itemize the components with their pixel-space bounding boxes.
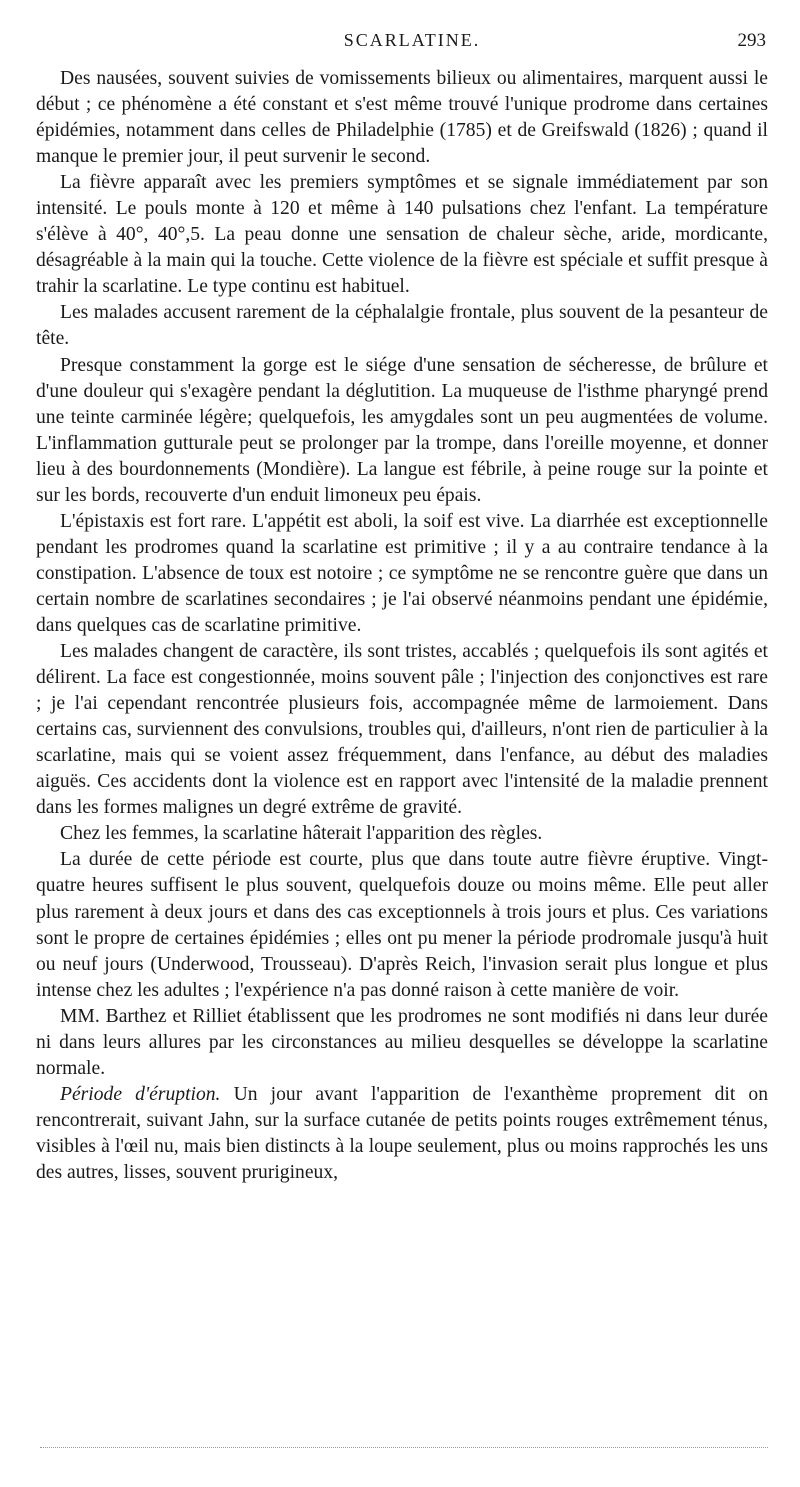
running-title: SCARLATINE. <box>343 30 481 50</box>
body-text <box>36 66 768 1186</box>
paragraph-fievre: La fièvre apparaît avec les premiers symptômes et se signale immédiatement par son intensité. Le pouls monte à 120 et même à 140 pulsations chez l'enfant. La température s'élève à 40°, 40°,5. La peau donne une sensation de chaleur sèche, aride, mordicante, désagréable à la main qui la touche. Cette violence de la fièvre est spéciale et suffit presque à trahir la scarlatine. Le type continu est habituel. <box>36 172 768 298</box>
paragraph-periode-eruption <box>36 1082 768 1186</box>
page-number: 293 <box>737 30 766 51</box>
paragraph-nausees: Des nausées, souvent suivies de vomissements bilieux ou alimentaires, marquent aussi le début ; ce phénomène a été constant et s'est même trouvé l'unique prodrome dans certaines épidémies, notamment dans celles de Philadelphie (1785) et de Greifswald (1826) ; quand il manque le premier jour, il peut survenir le second. <box>36 68 768 168</box>
paragraph-caractere: Les malades changent de caractère, ils sont tristes, accablés ; quelquefois ils sont agités et délirent. La face est congestionnée, moins souvent pâle ; l'injection des conjonctives est rare ; je l'ai cependant rencontrée plusieurs fois, accompagnée même de larmoiement. Dans certains cas, surviennent des convulsions, troubles qui, d'ailleurs, n'ont rien de particulier à la scarlatine, mais qui se voient assez fréquemment, dans l'enfance, au début des maladies aiguës. Ces accidents dont la violence est en rapport avec l'intensité de la maladie prennent dans les formes malignes un degré extrême de gravité. <box>36 641 768 819</box>
paragraph-epistaxis: L'épistaxis est fort rare. L'appétit est aboli, la soif est vive. La diarrhée est exceptionnelle pendant les prodromes quand la scarlatine est primitive ; il y a au contraire tendance à la constipation. L'absence de toux est notoire ; ce symptôme ne se rencontre guère que dans un certain nombre de scarlatines secondaires ; je l'ai observé néanmoins pendant une épidémie, dans quelques cas de scarlatine primitive. <box>36 510 768 636</box>
paragraph-duree: La durée de cette période est courte, plus que dans toute autre fièvre éruptive. Vingt-quatre heures suffisent le plus souvent, quelquefois douze ou moins même. Elle peut aller plus rarement à deux jours et dans des cas exceptionnels à trois jours et plus. Ces variations sont le propre de certaines épidémies ; elles ont pu mener la période prodromale jusqu'à huit ou neuf jours (Underwood, Trousseau). D'après Reich, l'invasion serait plus longue et plus intense chez les adultes ; l'expérience n'a pas donné raison à cette manière de voir. <box>36 849 768 1001</box>
paragraph-gorge: Presque constamment la gorge est le siége d'une sensation de sécheresse, de brûlure et d'une douleur qui s'exagère pendant la déglutition. La muqueuse de l'isthme pharyngé prend une teinte carminée légère; quelquefois, les amygdales sont un peu augmentées de volume. L'inflammation gutturale peut se prolonger par la trompe, dans l'oreille moyenne, et donner lieu à des bourdonnements (Mondière). La langue est fébrile, à peine rouge sur la pointe et sur les bords, recouverte d'un enduit limoneux peu épais. <box>36 354 768 506</box>
bottom-dotted-rule <box>40 1447 768 1448</box>
paragraph-cephalalgie: Les malades accusent rarement de la céphalalgie frontale, plus souvent de la pesanteur de tête. <box>36 302 768 350</box>
running-head <box>58 30 766 58</box>
paragraph-barthez-rilliet: MM. Barthez et Rilliet établissent que les prodromes ne sont modifiés ni dans leur durée ni dans leurs allures par les circonstances au milieu desquelles se développe la scarlatine normale. <box>36 1005 768 1079</box>
paragraph-eruption-text: Un jour avant l'apparition de l'exanthème proprement dit on rencontrerait, suivant Jahn, sur la surface cutanée de petits points rouges extrêmement ténus, visibles à l'œil nu, mais bien distincts à la loupe seulement, plus ou moins rapprochés les uns des autres, lisses, souvent prurigineux, <box>36 1083 768 1183</box>
section-heading-periode-eruption: Période d'éruption. <box>60 1083 221 1105</box>
paragraph-femmes: Chez les femmes, la scarlatine hâterait l'apparition des règles. <box>60 823 543 845</box>
